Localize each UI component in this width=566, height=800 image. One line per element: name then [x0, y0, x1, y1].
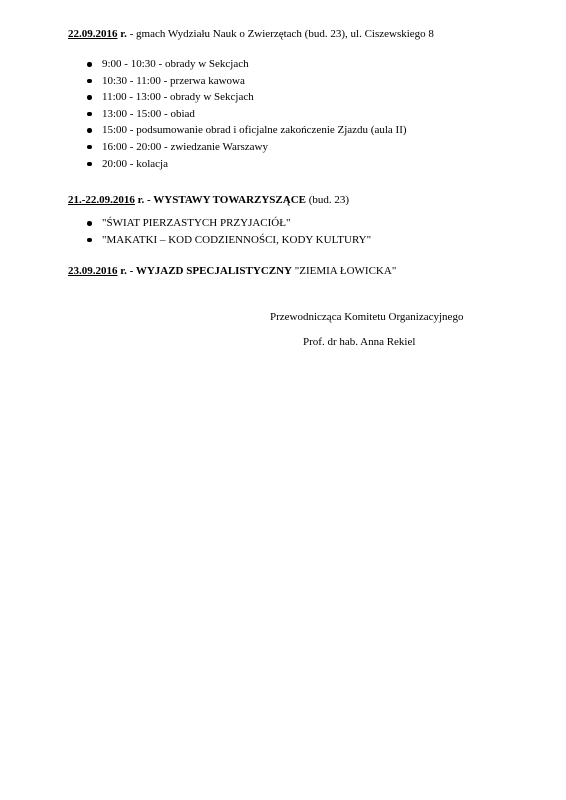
signature-role: Przewodnicząca Komitetu Organizacyjnego: [270, 311, 464, 323]
list-item: [68, 156, 407, 173]
heading-date: 23.09.2016: [68, 265, 118, 277]
bullet-icon: [87, 162, 92, 167]
heading-date: 21.-22.09.2016: [68, 194, 135, 206]
list-item: [68, 122, 407, 139]
list-item-text: 11:00 - 13:00 - obrady w Sekcjach: [102, 91, 254, 104]
bullet-icon: [87, 238, 92, 243]
list-item-text: 13:00 - 15:00 - obiad: [102, 107, 195, 120]
list-item-text: 20:00 - kolacja: [102, 157, 168, 170]
list-item: [68, 232, 371, 249]
heading-destination: "ZIEMIA ŁOWICKA": [292, 265, 397, 277]
schedule-list-day-1: [68, 56, 407, 172]
list-item-text: 16:00 - 20:00 - zwiedzanie Warszawy: [102, 140, 268, 153]
section-heading-exhibitions: [68, 193, 349, 207]
exhibitions-list: [68, 215, 371, 248]
list-item-text: "MAKATKI – KOD CODZIENNOŚCI, KODY KULTURY": [102, 233, 372, 246]
bullet-icon: [87, 221, 92, 226]
signature-name: Prof. dr hab. Anna Rekiel: [303, 336, 416, 348]
list-item: [68, 139, 407, 156]
heading-suffix: r.: [117, 28, 127, 40]
list-item-text: 15:00 - podsumowanie obrad i oficjalne zakończenie Zjazdu (aula II): [102, 124, 407, 137]
heading-location: (bud. 23): [305, 194, 350, 206]
list-item-text: 10:30 - 11:00 - przerwa kawowa: [102, 74, 245, 87]
bullet-icon: [87, 145, 92, 150]
list-item-text: 9:00 - 10:30 - obrady w Sekcjach: [102, 58, 249, 70]
bullet-icon: [87, 62, 92, 67]
heading-suffix: r. - WYSTAWY TOWARZYSZĄCE: [134, 194, 306, 206]
bullet-icon: [87, 112, 92, 117]
list-item: [68, 215, 371, 232]
section-heading-day-1: [68, 27, 434, 41]
list-item-text: "ŚWIAT PIERZASTYCH PRZYJACIÓŁ": [102, 217, 291, 229]
list-item: [68, 89, 407, 106]
list-item: [68, 73, 407, 90]
heading-location: - gmach Wydziału Nauk o Zwierzętach (bud. 23), ul. Ciszewskiego 8: [126, 28, 434, 40]
list-item: [68, 106, 407, 123]
bullet-icon: [87, 128, 92, 133]
bullet-icon: [87, 79, 92, 84]
section-heading-excursion: [68, 264, 396, 278]
heading-suffix: r. - WYJAZD SPECJALISTYCZNY: [117, 265, 293, 277]
list-item: [68, 56, 407, 73]
bullet-icon: [87, 95, 92, 100]
heading-date: 22.09.2016: [68, 28, 118, 40]
